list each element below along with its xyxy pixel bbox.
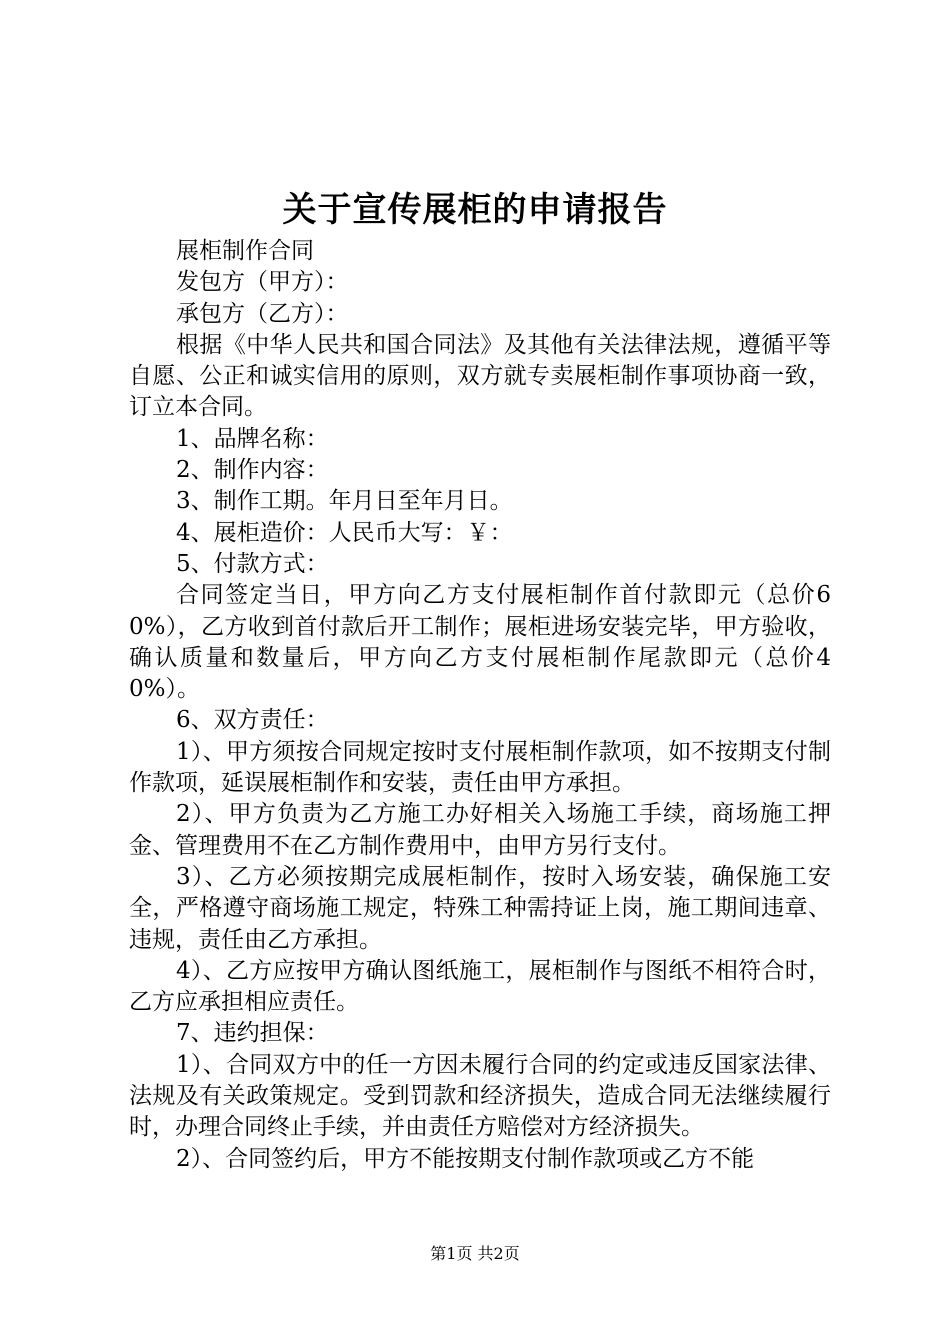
paragraph-contract-heading: 展柜制作合同 [176, 238, 314, 264]
paragraph-clause-6-4: 4）、乙方应按甲方确认图纸施工，展柜制作与图纸不相符合时，乙方应承担相应责任。 [129, 957, 831, 1016]
paragraph-clause-4: 4、展柜造价：人民币大写：￥： [176, 519, 513, 546]
paragraph-clause-6: 6、双方责任： [176, 707, 329, 734]
paragraph-clause-2: 2、制作内容： [176, 457, 329, 484]
document-title: 关于宣传展柜的申请报告 [282, 190, 668, 230]
paragraph-preamble: 根据《中华人民共和国合同法》及其他有关法律法规，遵循平等自愿、公正和诚实信用的原则，双方就专卖展柜制作事项协商一致，订立本合同。 [129, 331, 831, 421]
paragraph-clause-7: 7、违约担保： [176, 1020, 329, 1047]
paragraph-party-b: 承包方（乙方）： [176, 300, 349, 327]
paragraph-clause-1: 1、品牌名称： [176, 425, 329, 452]
document-body [129, 236, 831, 1175]
paragraph-party-a: 发包方（甲方）： [176, 269, 349, 296]
paragraph-clause-7-2: 2）、合同签约后，甲方不能按期支付制作款项或乙方不能 [176, 1145, 755, 1172]
paragraph-clause-7-1: 1）、合同双方中的任一方因未履行合同的约定或违反国家法律、法规及有关政策规定。受到罚款和经济损失，造成合同无法继续履行时，办理合同终止手续，并由责任方赔偿对方经济损失。 [129, 1051, 831, 1141]
paragraph-clause-5: 5、付款方式： [176, 550, 329, 577]
paragraph-clause-6-1: 1）、甲方须按合同规定按时支付展柜制作款项，如不按期支付制作款项，延误展柜制作和安装，责任由甲方承担。 [129, 738, 831, 797]
paragraph-clause-6-3: 3）、乙方必须按期完成展柜制作，按时入场安装，确保施工安全，严格遵守商场施工规定，特殊工种需持证上岗，施工期间违章、违规，责任由乙方承担。 [129, 863, 831, 953]
paragraph-clause-3: 3、制作工期。年月日至年月日。 [176, 488, 513, 515]
page-indicator: 第1页 共2页 [430, 1244, 520, 1263]
paragraph-clause-6-2: 2）、甲方负责为乙方施工办好相关入场施工手续，商场施工押金、管理费用不在乙方制作费用中，由甲方另行支付。 [129, 801, 831, 859]
paragraph-payment-terms: 合同签定当日，甲方向乙方支付展柜制作首付款即元（总价60%），乙方收到首付款后开工制作；展柜进场安装完毕，甲方验收，确认质量和数量后，甲方向乙方支付展柜制作尾款即元（总价40%）。 [129, 582, 831, 703]
